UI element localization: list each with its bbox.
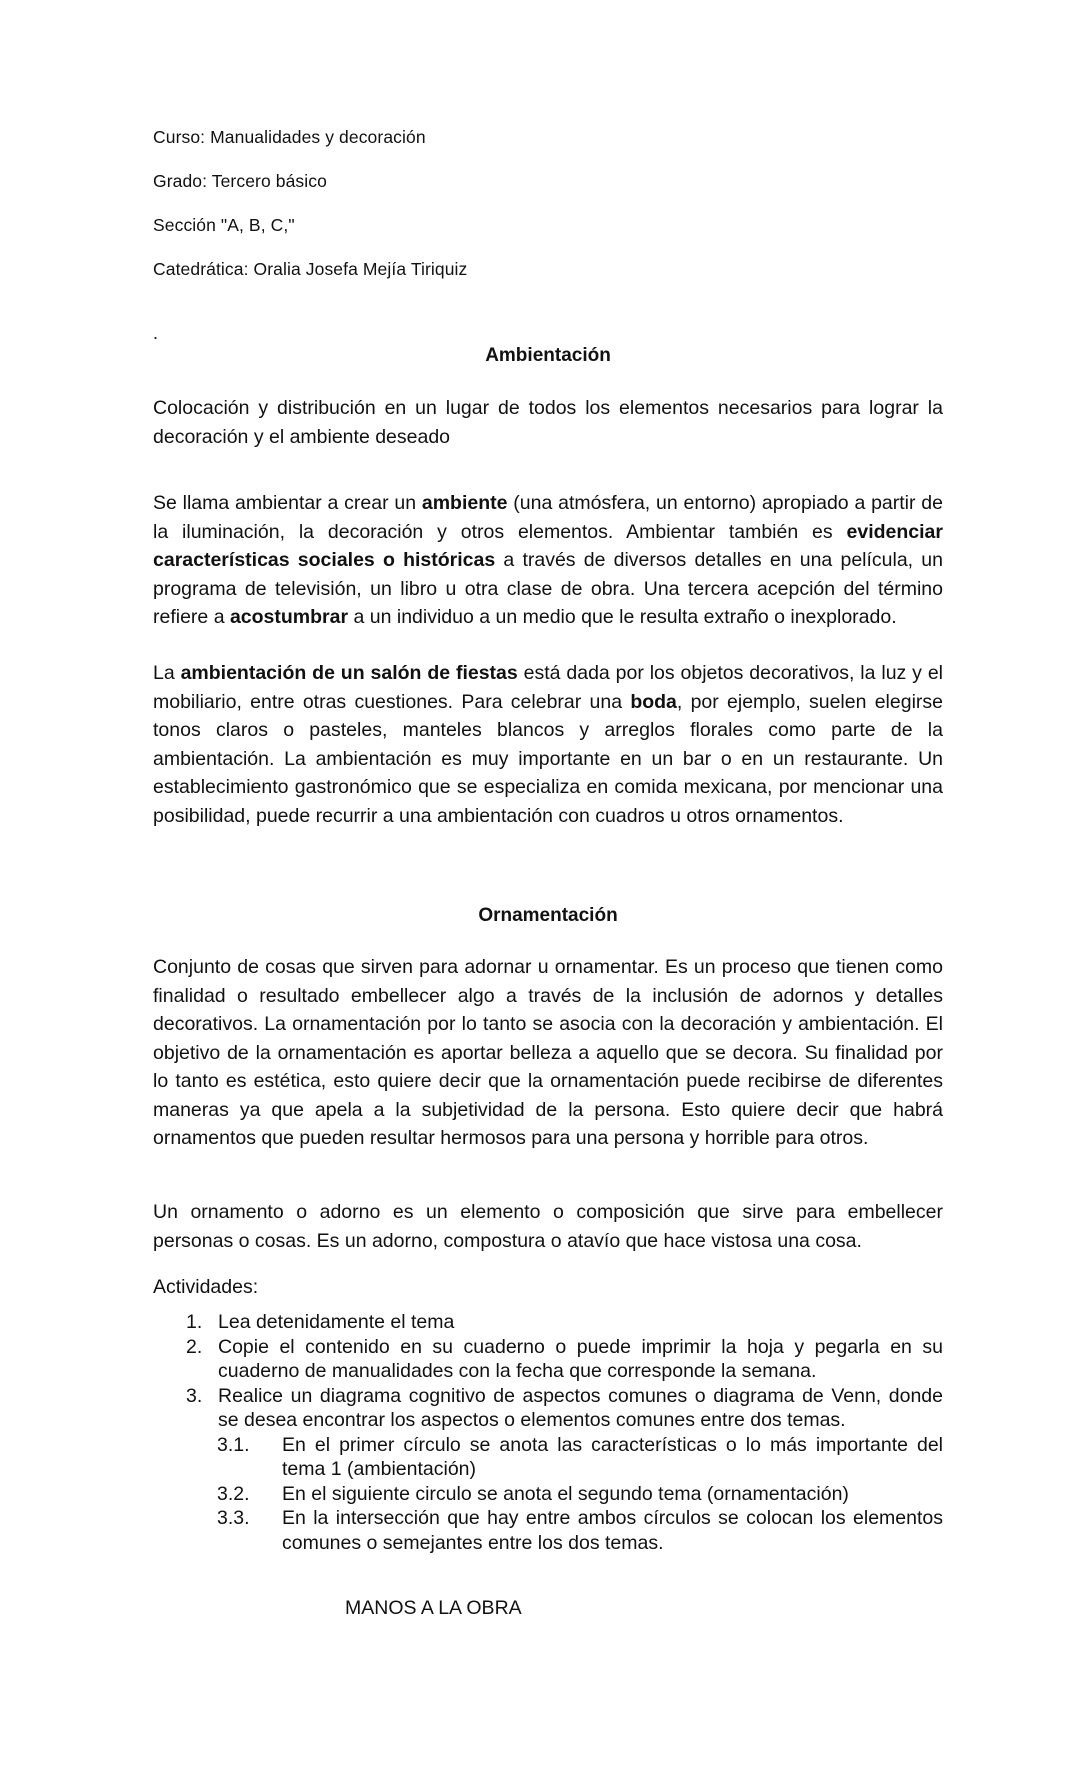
ornamentacion-paragraph-1: Conjunto de cosas que sirven para adornar u ornamentar. Es un proceso que tienen como finalidad o resultado embellecer algo a través de la inclusión de adornos y detalles decorativos. La ornamentación por lo tanto se asocia con la decoración y ambientación. El objetivo de la ornamentación es aportar belleza a aquello que se decora. Su finalidad por lo tanto es estética, esto quiere decir que la ornamentación puede recibirse de diferentes maneras ya que apela a la subjetividad de la persona. Esto quiere decir que habrá ornamentos que pueden resultar hermosos para una persona y horrible para otros.: [153, 956, 943, 1149]
ornamentacion-paragraph-2: Un ornamento o adorno es un elemento o composición que sirve para embellecer personas o cosas. Es un adorno, compostura o atavío que hace vistosa una cosa.: [153, 1201, 943, 1252]
heading-ornamentacion: Ornamentación: [478, 905, 618, 926]
course-line: Curso: Manualidades y decoración: [153, 127, 426, 147]
definition-paragraph: Colocación y distribución en un lugar de todos los elementos necesarios para lograr la decoración y el ambiente deseado: [153, 397, 943, 448]
list-item: 1. Lea detenidamente el tema: [186, 1311, 455, 1333]
sub-list-item: 3.1. En el primer círculo se anota las características o lo más importante del tema 1 (ambientación): [217, 1433, 943, 1480]
grade-line: Grado: Tercero básico: [153, 171, 327, 191]
list-item: 2. Copie el contenido en su cuaderno o puede imprimir la hoja y pegarla en su cuaderno de manualidades con la fecha que corresponde la semana.: [186, 1335, 943, 1382]
heading-ambientacion: Ambientación: [485, 345, 611, 366]
ambientacion-paragraph-1: Se llama ambientar a crear un ambiente (una atmósfera, un entorno) apropiado a partir de la iluminación, la decoración y otros elementos. Ambientar también es evidenciar características sociales o históricas a través de diversos detalles en una película, un programa de televisión, un libro u otra clase de obra. Una tercera acepción del término refiere a acostumbrar a un individuo a un medio que le resulta extraño o inexplorado.: [153, 492, 943, 628]
teacher-line: Catedrática: Oralia Josefa Mejía Tiriquiz: [153, 259, 468, 279]
activities-title: Actividades:: [153, 1276, 259, 1298]
list-item: 3. Realice un diagrama cognitivo de aspectos comunes o diagrama de Venn, donde se desea encontrar los aspectos o elementos comunes entre dos temas.: [186, 1384, 943, 1431]
stray-dot: .: [153, 323, 159, 343]
ambientacion-paragraph-2: La ambientación de un salón de fiestas está dada por los objetos decorativos, la luz y el mobiliario, entre otras cuestiones. Para celebrar una boda, por ejemplo, suelen elegirse tonos claros o pasteles, manteles blancos y arreglos florales como parte de la ambientación. La ambientación es muy importante en un bar o en un restaurante. Un establecimiento gastronómico que se especializa en comida mexicana, por mencionar una posibilidad, puede recurrir a una ambientación con cuadros u otros ornamentos.: [153, 662, 944, 827]
sub-list-item: 3.2. En el siguiente circulo se anota el segundo tema (ornamentación): [217, 1482, 849, 1505]
sub-list-item: 3.3. En la intersección que hay entre ambos círculos se colocan los elementos comunes o semejantes entre los dos temas.: [217, 1507, 943, 1554]
closing-line: MANOS A LA OBRA: [345, 1597, 522, 1619]
activities-list: [153, 1310, 943, 1555]
section-line: Sección "A, B, C,": [153, 215, 295, 235]
